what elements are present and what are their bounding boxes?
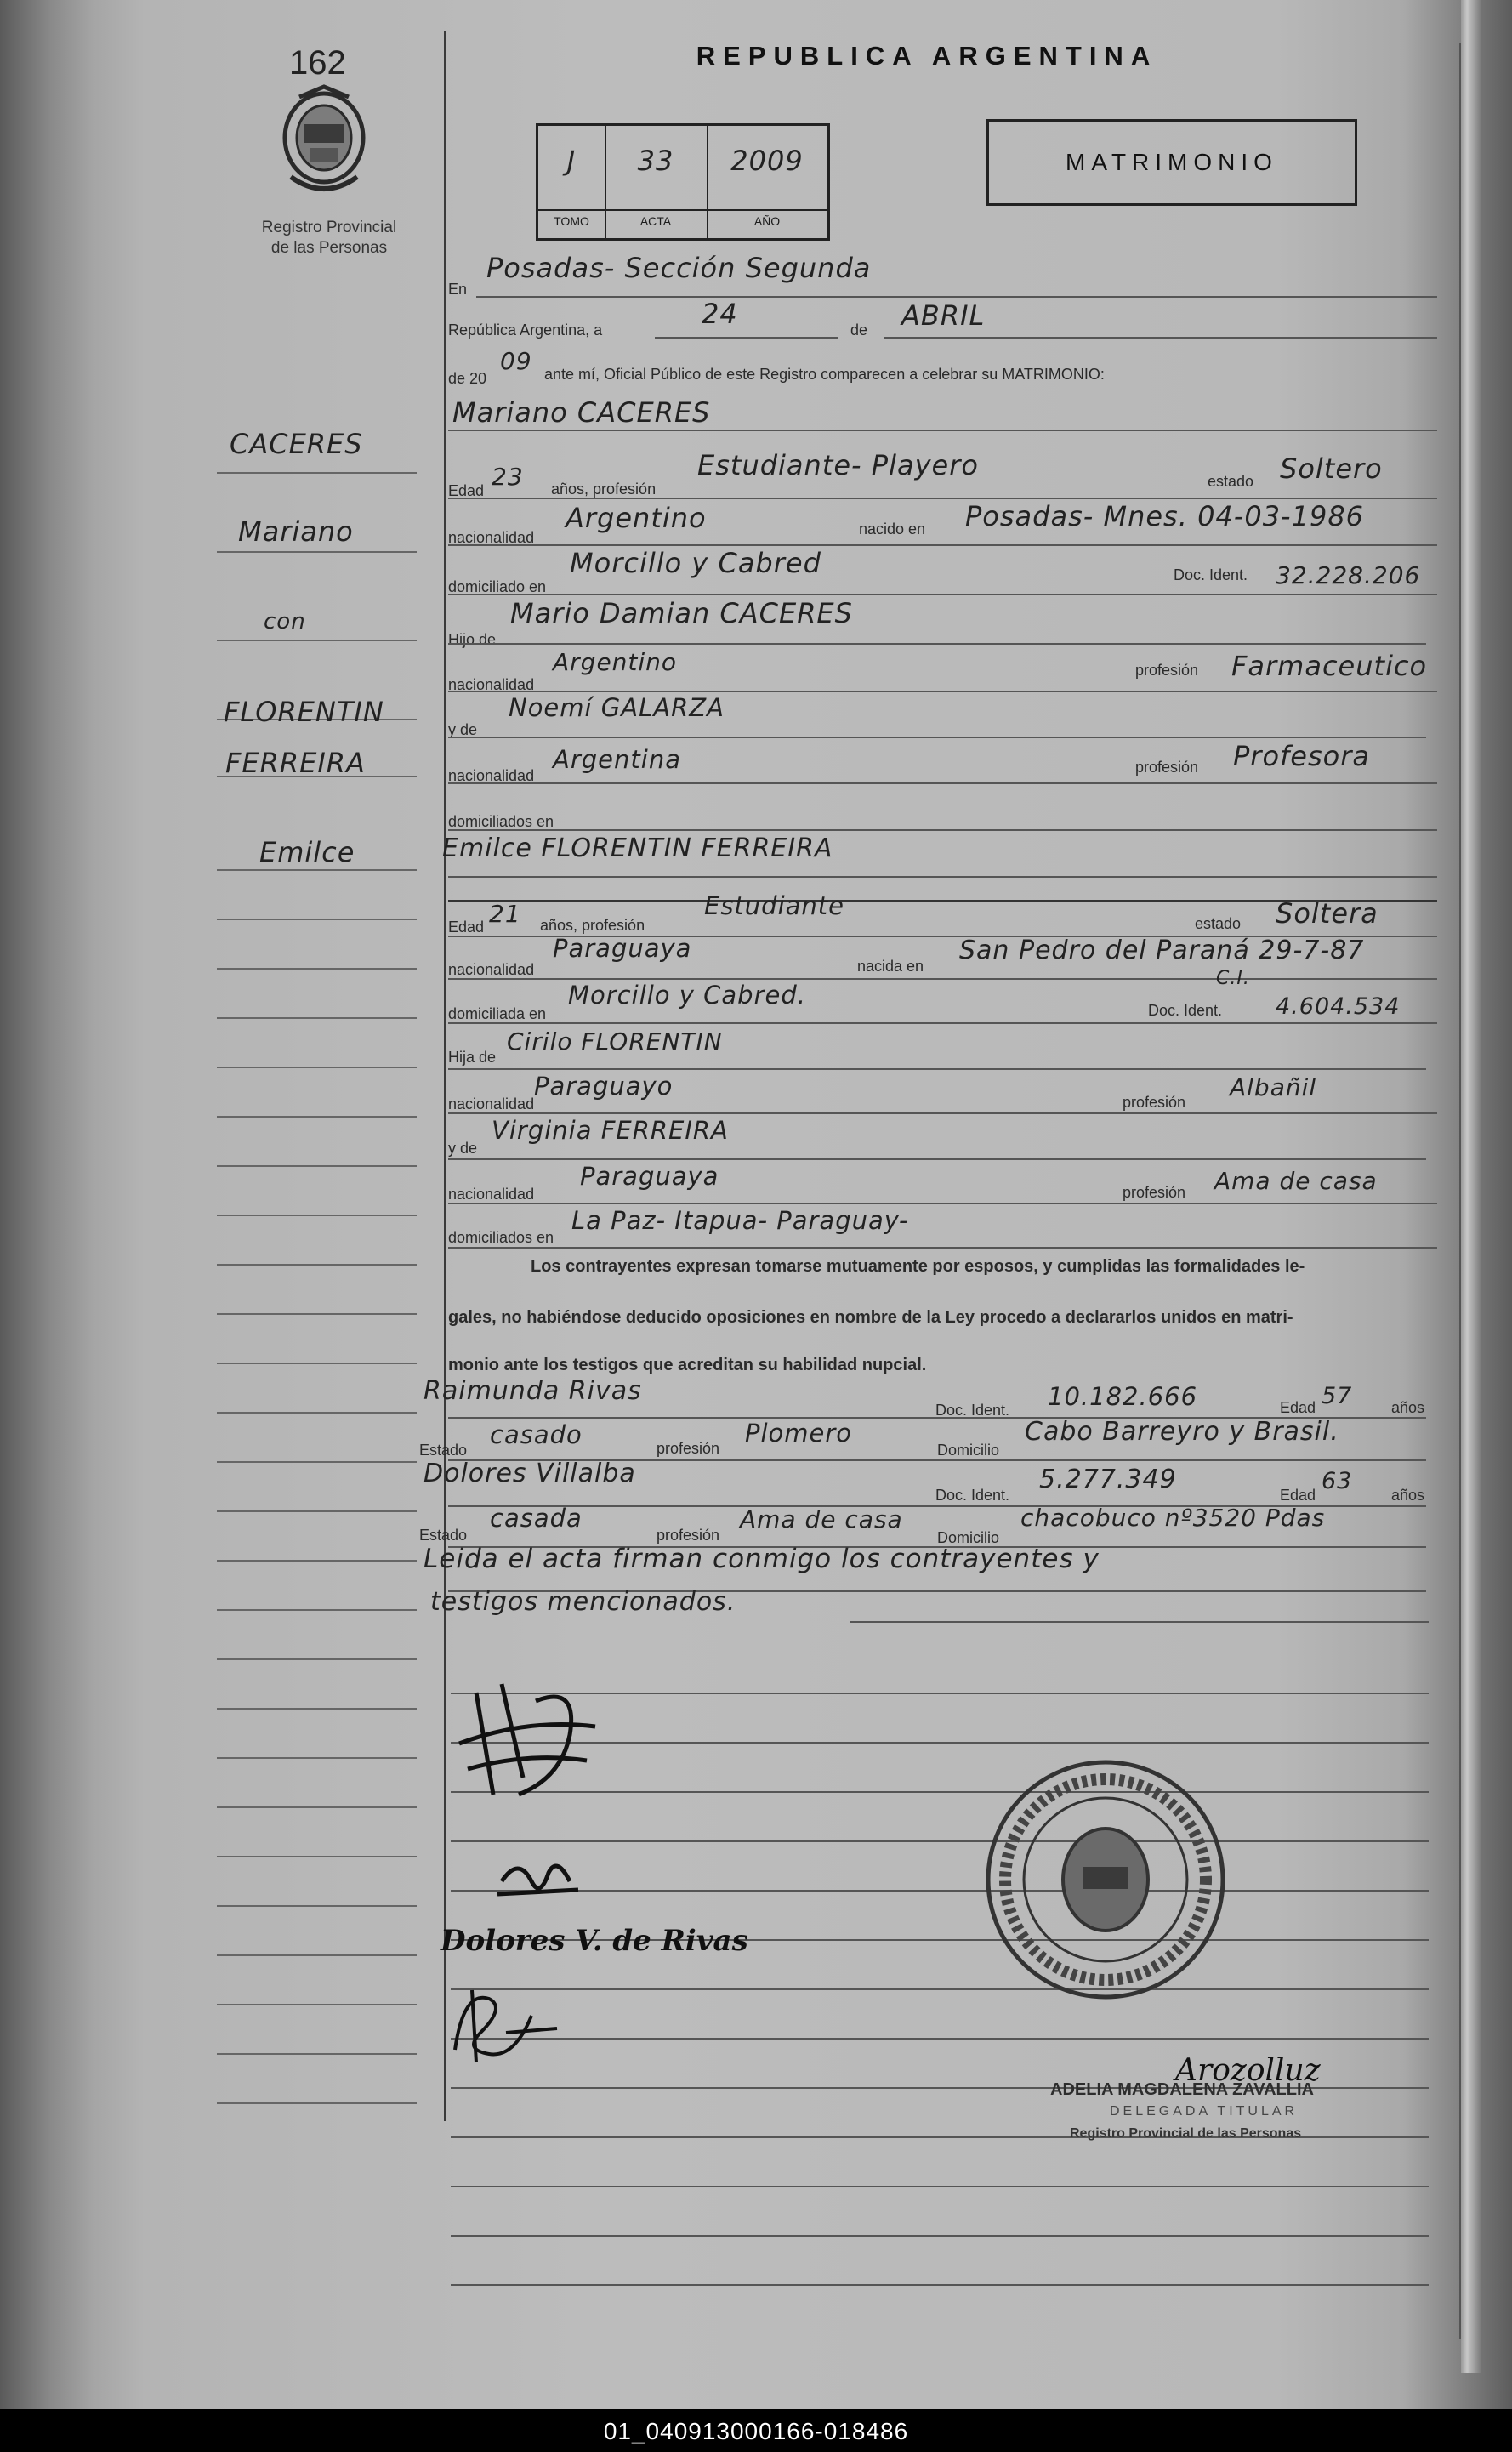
groom-hijo-label: Hijo de <box>448 631 497 648</box>
margin-rule <box>217 968 417 970</box>
form-line <box>448 1022 1437 1024</box>
witness-1-edad-label: Edad <box>1280 1399 1316 1416</box>
margin-rule <box>217 640 417 641</box>
official-round-stamp <box>982 1756 1229 2003</box>
witness-1-anios-label: años <box>1391 1399 1425 1416</box>
bride-doc-type: C.I. <box>1216 968 1250 989</box>
bride-padres-dom: La Paz- Itapua- Paraguay- <box>571 1206 909 1235</box>
margin-rule <box>217 1658 417 1660</box>
registry-name-line: Registro Provincial <box>261 219 397 236</box>
bride-estado: Soltera <box>1276 897 1378 930</box>
form-line <box>448 498 1437 499</box>
bride-madre-prof-label: profesión <box>1123 1184 1186 1201</box>
groom-padre: Mario Damian CACERES <box>510 597 853 629</box>
form-line <box>448 829 1437 831</box>
margin-rule <box>217 2102 417 2104</box>
witness-1-doc: 10.182.666 <box>1048 1382 1198 1411</box>
official-role: DELEGADA TITULAR <box>1110 2104 1299 2119</box>
official-signature: Arozolluz <box>1175 2053 1321 2088</box>
acta-label: ACTA <box>605 209 707 228</box>
form-line <box>884 337 1437 339</box>
declaration-line-3: monio ante los testigos que acreditan su habilidad nupcial. <box>448 1356 927 1374</box>
declaration-line-2: gales, no habiéndose deducido oposiciones en nombre de la Ley procedo a declararlos unidos en matri- <box>448 1308 1293 1327</box>
margin-rule <box>217 2004 417 2005</box>
groom-padre-nac-label: nacionalidad <box>448 676 535 693</box>
margin-rule <box>217 1215 417 1216</box>
groom-nacido-label: nacido en <box>859 521 926 538</box>
groom-madre-prof: Profesora <box>1233 740 1370 772</box>
margin-bride-surname-1: FLORENTIN <box>224 696 384 728</box>
witness-2-name: Dolores Villalba <box>423 1459 636 1488</box>
margin-groom-surname: CACERES <box>230 428 363 460</box>
witness-2-prof-label: profesión <box>657 1527 720 1544</box>
bride-padres-dom-label: domiciliados en <box>448 1229 554 1246</box>
file-id-label: 01_040913000166-018486 <box>603 2418 909 2444</box>
margin-rule <box>217 1510 417 1512</box>
witness-2-signature: Dolores V. de Rivas <box>441 1924 748 1958</box>
bride-madre-nac-label: nacionalidad <box>448 1186 535 1203</box>
page-stack-edge <box>1461 0 1481 2373</box>
bride-domicilio: Morcillo y Cabred. <box>568 981 806 1010</box>
margin-rule <box>217 1264 417 1266</box>
bride-signature <box>493 1847 587 1907</box>
intro-place: Posadas- Sección Segunda <box>486 252 872 284</box>
witness-2-doc: 5.277.349 <box>1039 1465 1177 1494</box>
groom-anios-prof-label: años, profesión <box>551 481 657 498</box>
margin-rule <box>217 919 417 920</box>
country-title: REPUBLICA ARGENTINA <box>696 41 1158 71</box>
bride-nac-label: nacionalidad <box>448 961 535 978</box>
registry-name <box>240 218 418 259</box>
margin-rule <box>217 1856 417 1857</box>
bride-estado-label: estado <box>1195 915 1242 932</box>
registry-name-line: de las Personas <box>270 239 388 257</box>
bride-padre-nac: Paraguayo <box>534 1072 674 1101</box>
intro-statement: ante mí, Oficial Público de este Registro comparecen a celebrar su MATRIMONIO: <box>544 366 1105 383</box>
acta-value: 33 <box>637 145 674 177</box>
groom-yde-label: y de <box>448 721 478 738</box>
bride-anios-prof-label: años, profesión <box>540 917 645 934</box>
official-name: ADELIA MAGDALENA ZAVALLIA <box>1050 2080 1314 2099</box>
form-line <box>448 1068 1426 1070</box>
margin-rule <box>217 1905 417 1907</box>
groom-domicilio: Morcillo y Cabred <box>570 547 821 579</box>
body-rule <box>451 2038 1429 2040</box>
bride-dom-label: domiciliada en <box>448 1005 547 1022</box>
bride-nacionalidad: Paraguaya <box>553 934 692 963</box>
bride-doc-label: Doc. Ident. <box>1148 1002 1223 1019</box>
groom-doc-label: Doc. Ident. <box>1174 566 1248 583</box>
witness-1-domicilio: Cabo Barreyro y Brasil. <box>1025 1417 1339 1447</box>
witness-2-profesion: Ama de casa <box>740 1505 903 1533</box>
intro-en-label: En <box>448 281 468 298</box>
margin-con: con <box>264 609 306 634</box>
document-type-label: MATRIMONIO <box>1066 149 1278 175</box>
body-rule <box>451 1988 1429 1990</box>
intro-de-label: de <box>850 321 868 339</box>
groom-profesion: Estudiante- Playero <box>697 449 979 481</box>
intro-year-suffix: 09 <box>500 347 532 375</box>
margin-rule <box>217 1412 417 1414</box>
margin-rule <box>217 1363 417 1364</box>
groom-padre-prof: Farmaceutico <box>1231 650 1428 682</box>
margin-rule <box>217 1954 417 1956</box>
witness-2-domicilio: chacobuco nº3520 Pdas <box>1020 1504 1326 1532</box>
witness-1-edad: 57 <box>1322 1383 1353 1409</box>
groom-edad-label: Edad <box>448 482 485 499</box>
bride-madre: Virginia FERREIRA <box>492 1116 729 1145</box>
form-line <box>448 594 1437 595</box>
groom-estado-label: estado <box>1208 473 1254 490</box>
witness-2-edad-label: Edad <box>1280 1487 1316 1504</box>
intro-year-prefix: de 20 <box>448 370 487 387</box>
groom-nacionalidad: Argentino <box>566 502 707 534</box>
margin-rule <box>217 1757 417 1759</box>
margin-rule <box>217 1461 417 1463</box>
margin-rule <box>217 1806 417 1808</box>
margin-rule <box>217 1609 417 1611</box>
margin-bride-surname-2: FERREIRA <box>225 747 366 779</box>
groom-madre-nac-label: nacionalidad <box>448 767 535 784</box>
closing-line-1: Leida el acta firman conmigo los contrayentes y <box>423 1544 1100 1574</box>
margin-groom-name: Mariano <box>238 515 354 548</box>
witness-1-signature <box>438 1982 566 2067</box>
margin-rule <box>217 1017 417 1019</box>
groom-edad: 23 <box>492 463 524 491</box>
closing-line-2: testigos mencionados. <box>430 1587 736 1617</box>
witness-2-anios-label: años <box>1391 1487 1425 1504</box>
margin-rule <box>217 551 417 553</box>
form-line <box>448 782 1437 784</box>
intro-republica-label: República Argentina, a <box>448 321 603 339</box>
witness-1-name: Raimunda Rivas <box>423 1376 642 1406</box>
bride-padre-prof-label: profesión <box>1123 1094 1186 1111</box>
form-line <box>448 1158 1426 1160</box>
groom-padre-prof-label: profesión <box>1135 662 1199 679</box>
anio-value: 2009 <box>730 145 804 177</box>
bride-nacida-label: nacida en <box>857 958 924 975</box>
margin-rule <box>217 1116 417 1118</box>
bride-hija-label: Hija de <box>448 1049 497 1066</box>
body-rule <box>451 1840 1429 1842</box>
margin-rule <box>217 1165 417 1167</box>
body-rule <box>451 1890 1429 1892</box>
intro-day: 24 <box>702 298 738 330</box>
bride-doc: 4.604.534 <box>1276 993 1401 1020</box>
tomo-cell <box>538 126 606 238</box>
form-line <box>448 430 1437 431</box>
witness-1-estado: casado <box>490 1420 583 1449</box>
form-line <box>448 1203 1437 1204</box>
tomo-acta-anio-box <box>536 123 830 241</box>
margin-rule <box>217 1560 417 1562</box>
witness-1-dom-label: Domicilio <box>937 1442 1000 1459</box>
witness-2-estado-label: Estado <box>419 1527 468 1544</box>
form-line <box>448 1112 1437 1114</box>
bride-edad-label: Edad <box>448 919 485 936</box>
form-line <box>448 1247 1437 1249</box>
official-org: Registro Provincial de las Personas <box>1070 2126 1302 2141</box>
form-line <box>448 643 1426 645</box>
right-border <box>1459 43 1461 2339</box>
bride-edad: 21 <box>489 900 521 928</box>
groom-signature <box>442 1667 612 1812</box>
tomo-label: TOMO <box>538 209 605 228</box>
groom-nacido-en: Posadas- Mnes. 04-03-1986 <box>965 500 1365 532</box>
groom-nac-label: nacionalidad <box>448 529 535 546</box>
bride-padre-prof: Albañil <box>1230 1073 1317 1101</box>
groom-madre-nac: Argentina <box>553 745 681 774</box>
witness-1-doc-label: Doc. Ident. <box>935 1402 1010 1419</box>
margin-bride-name: Emilce <box>259 836 355 868</box>
witness-2-dom-label: Domicilio <box>937 1529 1000 1546</box>
bride-profesion: Estudiante <box>704 891 845 920</box>
bride-madre-nac: Paraguaya <box>580 1162 719 1191</box>
margin-rule <box>217 1708 417 1710</box>
margin-rule <box>217 1313 417 1315</box>
bride-nacida-en: San Pedro del Paraná 29-7-87 <box>959 936 1365 965</box>
groom-dom-label: domiciliado en <box>448 578 547 595</box>
groom-padre-nac: Argentino <box>553 648 678 676</box>
witness-1-prof-label: profesión <box>657 1440 720 1457</box>
groom-madre-prof-label: profesión <box>1135 759 1199 776</box>
groom-full-name: Mariano CACERES <box>452 396 711 429</box>
margin-rule <box>217 869 417 871</box>
groom-estado: Soltero <box>1280 452 1383 485</box>
form-line <box>448 737 1426 738</box>
witness-2-edad: 63 <box>1322 1468 1353 1494</box>
form-line <box>448 978 1437 980</box>
form-line <box>448 876 1437 878</box>
anio-cell <box>707 126 827 238</box>
witness-1-profesion: Plomero <box>745 1419 853 1448</box>
form-line <box>448 544 1437 546</box>
document-type-box <box>986 119 1357 206</box>
body-rule <box>451 2186 1429 2187</box>
anio-label: AÑO <box>707 209 827 228</box>
form-line <box>850 1621 1429 1623</box>
witness-2-doc-label: Doc. Ident. <box>935 1487 1010 1504</box>
body-rule <box>451 2235 1429 2237</box>
province-coat-of-arms-logo <box>274 83 374 204</box>
body-rule <box>451 2284 1429 2286</box>
witness-2-estado: casada <box>490 1504 583 1533</box>
margin-rule <box>217 2053 417 2055</box>
bride-padre-nac-label: nacionalidad <box>448 1095 535 1112</box>
tomo-value: J <box>566 145 577 177</box>
margin-rule <box>217 472 417 474</box>
witness-1-estado-label: Estado <box>419 1442 468 1459</box>
form-line <box>655 337 838 339</box>
intro-month: ABRIL <box>901 299 986 332</box>
groom-padres-dom-label: domiciliados en <box>448 813 554 830</box>
form-line <box>448 691 1437 692</box>
acta-cell <box>605 126 708 238</box>
bride-full-name: Emilce FLORENTIN FERREIRA <box>442 833 833 863</box>
margin-rule <box>217 1067 417 1068</box>
groom-doc: 32.228.206 <box>1276 561 1421 589</box>
groom-madre: Noemí GALARZA <box>509 693 725 722</box>
bride-yde-label: y de <box>448 1140 478 1157</box>
declaration-line-1: Los contrayentes expresan tomarse mutuamente por esposos, y cumplidas las formalidades le- <box>531 1257 1305 1276</box>
page-number: 162 <box>289 44 346 82</box>
bride-madre-prof: Ama de casa <box>1214 1167 1378 1195</box>
bride-padre: Cirilo FLORENTIN <box>507 1027 723 1055</box>
form-line <box>476 296 1437 298</box>
